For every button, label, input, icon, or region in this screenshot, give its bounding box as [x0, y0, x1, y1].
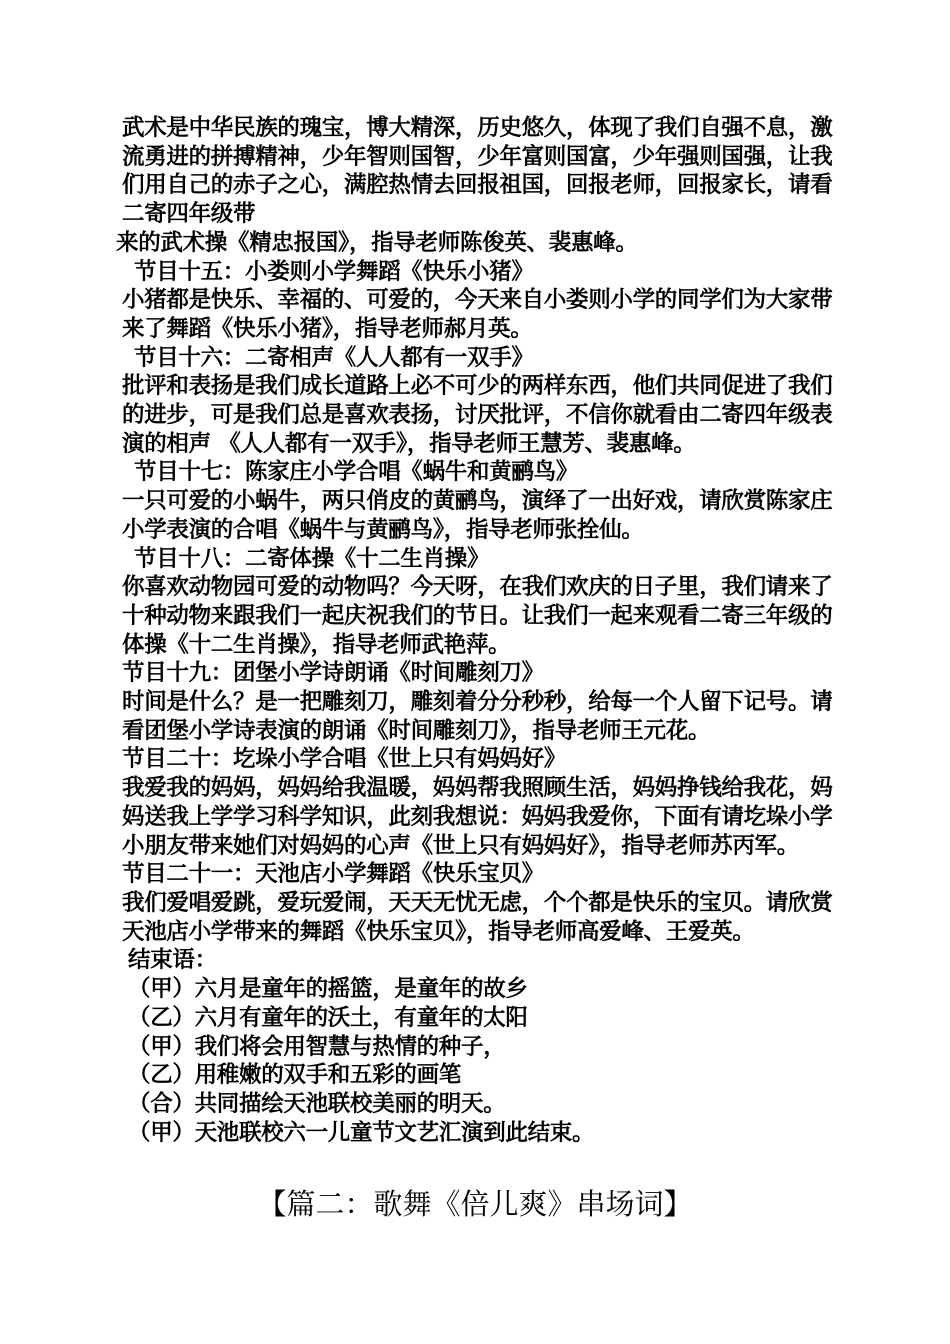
program-16-heading: 节目十六：二寄相声《人人都有一双手》 — [134, 344, 534, 371]
program-15-description: 小猪都是快乐、幸福的、可爱的，今天来自小娄则小学的同学们为大家带来了舞蹈《快乐小猪》，指导老师郝月英。 — [122, 287, 833, 342]
program-19-heading: 节目十九：团堡小学诗朗诵《时间雕刻刀》 — [122, 660, 544, 687]
closing-line-5: （合）共同描绘天池联校美丽的明天。 — [128, 1090, 506, 1117]
closing-line-3: （甲）我们将会用智慧与热情的种子， — [128, 1033, 506, 1060]
document-body — [116, 114, 838, 1147]
program-20-heading: 节目二十：圪垛小学合唱《世上只有妈妈好》 — [122, 746, 567, 773]
program-18-heading: 节目十八：二寄体操《十二生肖操》 — [134, 545, 490, 572]
program-17-description: 一只可爱的小蜗牛，两只俏皮的黄鹂鸟，演绎了一出好戏，请欣赏陈家庄小学表演的合唱《蜗牛与黄鹂鸟》，指导老师张拴仙。 — [122, 488, 833, 543]
closing-line-2: （乙）六月有童年的沃土，有童年的太阳 — [128, 1004, 528, 1031]
closing-heading: 结束语： — [128, 947, 217, 974]
program-15-heading: 节目十五：小娄则小学舞蹈《快乐小猪》 — [134, 258, 534, 285]
program-20-description: 我爱我的妈妈，妈妈给我温暖，妈妈帮我照顾生活，妈妈挣钱给我花，妈妈送我上学学习科学知识，此刻我想说：妈妈我爱你，下面有请圪垛小学小朋友带来她们对妈妈的心声《世上只有妈妈好》，指导老师苏丙军。 — [122, 775, 833, 859]
program-16-description: 批评和表扬是我们成长道路上必不可少的两样东西，他们共同促进了我们的进步，可是我们总是喜欢表扬，讨厌批评，不信你就看由二寄四年级表演的相声 《人人都有一双手》，指导老师王慧芳、裴惠峰。 — [122, 373, 833, 457]
program-21-heading: 节目二十一：天池店小学舞蹈《快乐宝贝》 — [122, 861, 544, 888]
program-17-heading: 节目十七：陈家庄小学合唱《蜗牛和黄鹂鸟》 — [134, 459, 579, 486]
program-18-description: 你喜欢动物园可爱的动物吗？今天呀，在我们欢庆的日子里，我们请来了十种动物来跟我们一起庆祝我们的节日。让我们一起来观看二寄三年级的体操《十二生肖操》，指导老师武艳萍。 — [122, 574, 833, 658]
paragraph-wushu-intro-continued: 来的武术操《精忠报国》，指导老师陈俊英、裴惠峰。 — [116, 229, 638, 256]
closing-line-4: （乙）用稚嫩的双手和五彩的画笔 — [128, 1062, 462, 1089]
section-title: 【篇二：歌舞《倍儿爽》串场词】 — [257, 1187, 693, 1221]
program-21-description: 我们爱唱爱跳，爱玩爱闹，天天无忧无虑，个个都是快乐的宝贝。请欣赏天池店小学带来的舞蹈《快乐宝贝》，指导老师高爱峰、王爱英。 — [122, 889, 833, 945]
paragraph-wushu-intro: 武术是中华民族的瑰宝，博大精深，历史悠久，体现了我们自强不息，激流勇进的拼搏精神，少年智则国智，少年富则国富，少年强则国强，让我们用自己的赤子之心，满腔热情去回报祖国，回报老师，回报家长，请看二寄四年级带 — [122, 115, 833, 228]
closing-line-1: （甲）六月是童年的摇篮，是童年的故乡 — [128, 976, 528, 1003]
closing-line-6: （甲）天池联校六一儿童节文艺汇演到此结束。 — [128, 1119, 595, 1146]
program-19-description: 时间是什么？是一把雕刻刀，雕刻着分分秒秒，给每一个人留下记号。请看团堡小学诗表演的朗诵《时间雕刻刀》，指导老师王元花。 — [122, 689, 833, 744]
